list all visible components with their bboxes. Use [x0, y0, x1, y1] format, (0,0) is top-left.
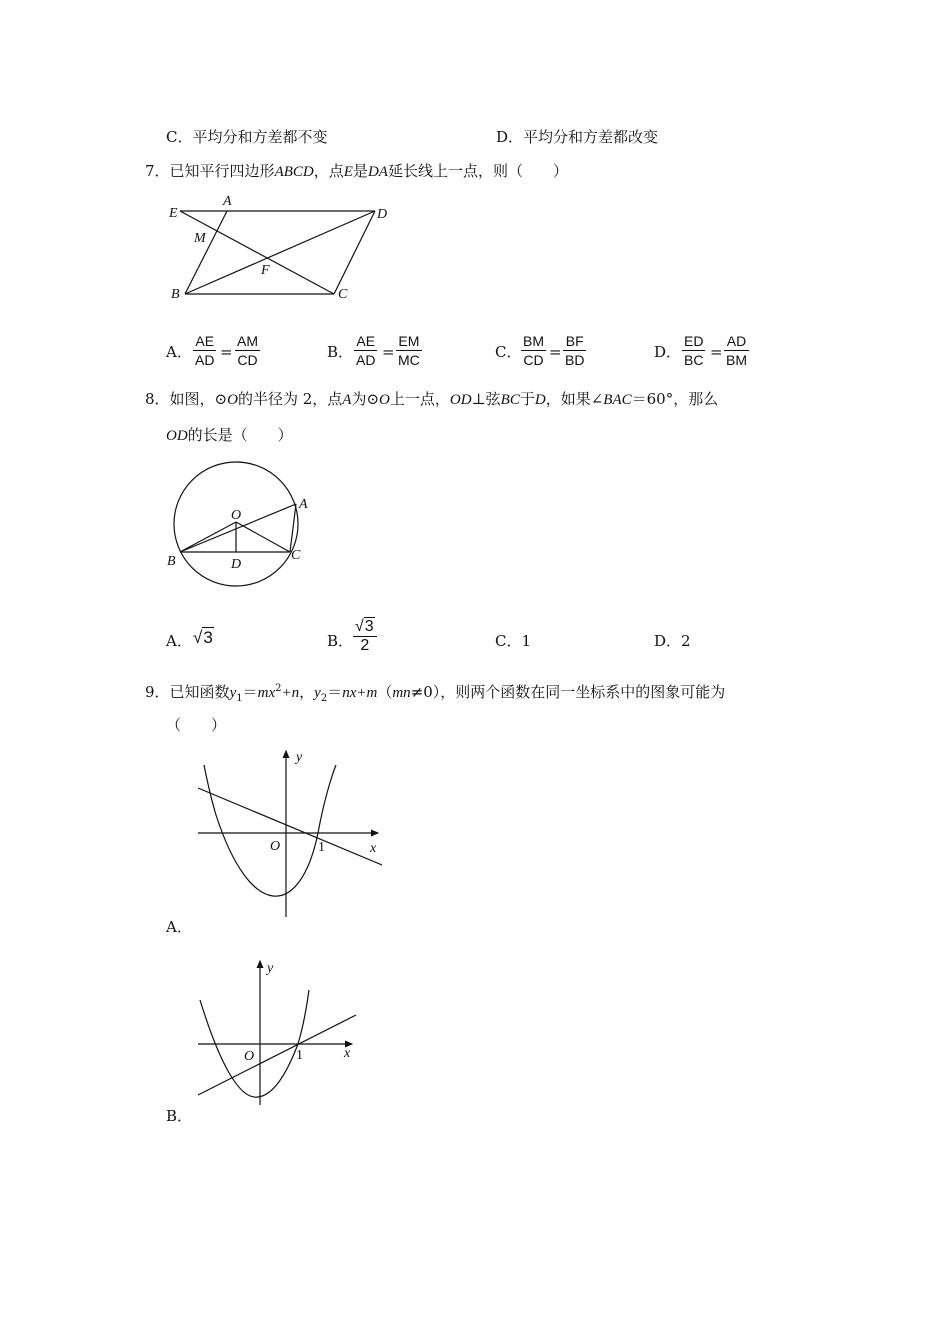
q9-superscript: 2	[275, 683, 282, 694]
fraction-numerator: ED	[684, 333, 704, 349]
q7-option-c-left-fraction	[521, 332, 546, 369]
fraction-denominator: AD	[195, 352, 215, 368]
q9-subscript: 1	[236, 693, 243, 704]
q9-var: y	[314, 685, 321, 701]
q8-option-b-letter: B．	[327, 632, 354, 650]
line-ac	[290, 504, 296, 552]
q9-graph-b	[190, 955, 370, 1115]
q9-number: 9．	[145, 683, 170, 701]
sqrt-symbol: √	[355, 618, 364, 635]
fraction-denominator: CD	[523, 352, 544, 368]
line-oc	[236, 522, 290, 552]
q9-text: ＝	[242, 683, 258, 701]
q9-option-b: B．	[166, 1107, 193, 1125]
label-a: A	[299, 497, 308, 512]
q8-number: 8．	[145, 390, 170, 408]
q8-option-b-fraction	[353, 618, 377, 655]
q6-option-d: D．平均分和方差都改变	[496, 128, 659, 146]
line-ec	[180, 211, 334, 294]
q7-stem-text: 是	[352, 162, 368, 180]
q7-option-a-equals: =	[220, 343, 233, 361]
q7-option-d-left-fraction	[682, 332, 705, 369]
sqrt-symbol: √	[193, 628, 203, 647]
q9-stem-line2: （ ）	[166, 716, 227, 734]
label-a: A	[223, 194, 232, 209]
label-c: C	[291, 548, 301, 563]
axis-x-label: x	[370, 841, 377, 856]
q7-option-c-right-fraction	[563, 332, 586, 369]
line-bo	[180, 522, 236, 552]
fraction-numerator: EM	[396, 332, 422, 351]
q8-text: 的半径为 2，点	[237, 390, 343, 408]
q8-text: 如图，⊙	[169, 390, 228, 408]
q8-option-d: D．2	[654, 632, 691, 650]
label-b: B	[167, 554, 176, 569]
q7-option-a-right-fraction	[235, 332, 260, 369]
q8-text: 的长是（ ）	[187, 426, 293, 444]
line-ab	[185, 211, 227, 294]
q8-var: O	[227, 392, 238, 408]
fraction-denominator: CD	[237, 352, 258, 368]
q7-stem-da: DA	[367, 164, 388, 180]
parabola-curve	[216, 765, 336, 896]
q8-option-c: C．1	[495, 632, 532, 650]
q9-var: mx	[257, 685, 276, 701]
q8-var: BC	[500, 392, 520, 408]
q7-option-b-right-fraction	[396, 332, 422, 369]
q9-text: ≠0），则两个函数在同一坐标系中的图象可能为	[410, 683, 726, 701]
fraction-denominator: AD	[356, 352, 376, 368]
q9-graph-a	[190, 745, 390, 925]
q7-option-a-left-fraction	[193, 332, 216, 369]
q6-option-c: C．平均分和方差都不变	[166, 128, 328, 146]
fraction-numerator: AE	[354, 332, 377, 351]
q8-text: 上一点，	[389, 390, 450, 408]
q7-option-c-equals: =	[549, 343, 562, 361]
q7-option-d-equals: =	[710, 343, 723, 361]
q9-text: ，	[299, 683, 315, 701]
q7-option-a-letter: A．	[166, 343, 192, 361]
q8-circle-figure	[160, 455, 330, 595]
fraction-numerator: BF	[563, 332, 586, 351]
tick-one-label: 1	[296, 1048, 303, 1063]
line-dc	[334, 211, 375, 294]
q8-text: ⊥弦	[471, 390, 501, 408]
sqrt-radicand: 3	[203, 628, 213, 647]
label-m: M	[194, 231, 206, 246]
tick-one-label: 1	[318, 840, 325, 855]
linear-line	[198, 1015, 356, 1095]
q7-number: 7．	[145, 162, 170, 180]
q7-parallelogram-figure	[160, 190, 400, 310]
q7-stem-text: ，点	[313, 162, 344, 180]
q9-var: mn	[392, 685, 411, 701]
q7-stem-abcd: ABCD	[274, 164, 314, 180]
axis-y-label: y	[267, 961, 274, 976]
q7-stem-text: 已知平行四边形	[169, 162, 275, 180]
axis-y-label: y	[296, 750, 303, 765]
q8-var: O	[379, 392, 390, 408]
q8-text: 为⊙	[351, 390, 380, 408]
q7-option-b-letter: B．	[327, 343, 354, 361]
q7-stem	[145, 161, 568, 182]
q9-subscript: 2	[320, 693, 328, 704]
q8-stem-line1	[145, 389, 718, 410]
q8-text: 于	[519, 390, 535, 408]
q7-option-c-letter: C．	[495, 343, 522, 361]
origin-label: O	[270, 839, 281, 854]
fraction-denominator: BC	[684, 352, 704, 368]
q8-var: OD	[449, 392, 472, 408]
q7-option-b-equals: =	[382, 343, 395, 361]
q8-text: ，如果∠	[545, 390, 604, 408]
q7-stem-e: E	[343, 164, 353, 180]
q9-var: +n	[281, 685, 300, 701]
q9-text: ＝	[327, 683, 343, 701]
q7-option-d-right-fraction	[724, 332, 749, 369]
q7-stem-text: 延长线上一点，则（ ）	[387, 162, 568, 180]
label-o: O	[231, 508, 242, 523]
q8-var: A	[342, 392, 352, 408]
fraction-numerator: AE	[193, 332, 216, 351]
q9-text: （	[377, 683, 393, 701]
fraction-numerator: AD	[724, 332, 749, 351]
label-f: F	[261, 263, 270, 278]
q9-stem-line1	[145, 679, 725, 709]
q8-var: BAC	[603, 392, 632, 408]
q8-stem-line2	[166, 425, 293, 446]
q7-option-b-left-fraction	[354, 332, 377, 369]
fraction-numerator: AM	[237, 333, 258, 349]
axis-x-label: x	[344, 1046, 351, 1061]
label-d: D	[377, 207, 388, 222]
q9-option-a: A．	[166, 918, 192, 936]
fraction-numerator: BM	[523, 333, 544, 349]
q8-option-a-sqrt	[193, 628, 214, 648]
line-bd	[185, 211, 375, 294]
q9-var: y	[229, 685, 237, 701]
q9-text: 已知函数	[169, 683, 230, 701]
sqrt-radicand: 3	[364, 618, 374, 635]
q8-option-a-letter: A．	[166, 632, 192, 650]
fraction-denominator: MC	[398, 352, 420, 368]
q8-var: OD	[166, 428, 188, 444]
q7-option-d-letter: D．	[654, 343, 682, 361]
linear-line	[198, 788, 382, 865]
fraction-denominator: BM	[726, 352, 747, 368]
parabola-curve-left	[204, 765, 216, 815]
origin-label: O	[244, 1049, 255, 1064]
label-b: B	[171, 287, 180, 302]
q9-var: nx+m	[342, 685, 378, 701]
fraction-denominator: BD	[565, 352, 585, 368]
q8-text: ＝60°，那么	[631, 390, 719, 408]
fraction-numerator	[353, 618, 377, 637]
label-e: E	[169, 206, 178, 221]
label-c: C	[338, 287, 348, 302]
q8-var: D	[534, 392, 546, 408]
fraction-denominator: 2	[360, 637, 370, 654]
label-d: D	[231, 557, 242, 572]
